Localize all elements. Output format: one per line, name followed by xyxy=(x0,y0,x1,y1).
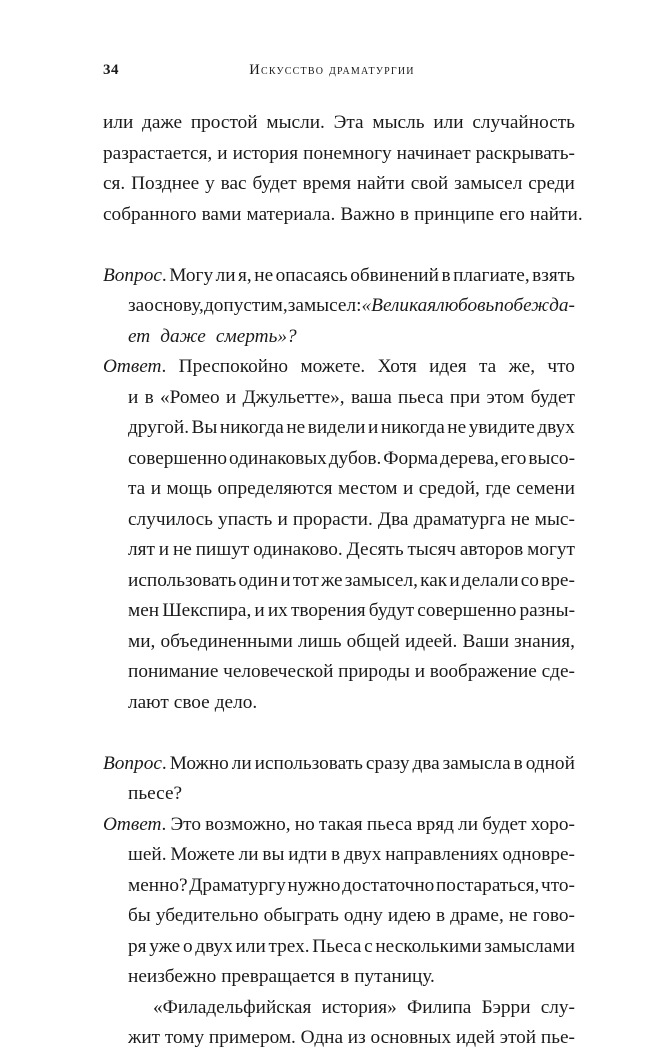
text-line xyxy=(103,505,575,536)
word: ет xyxy=(128,325,151,347)
word: убедительно xyxy=(155,905,259,926)
word: среди xyxy=(528,173,575,194)
word: Ответ. xyxy=(103,356,167,377)
word: будет xyxy=(530,386,575,408)
word: случилось xyxy=(128,508,213,530)
text-line xyxy=(103,779,575,810)
word: двух xyxy=(195,935,233,957)
word: Ваши xyxy=(462,630,510,652)
word: ли xyxy=(458,813,479,835)
word: и xyxy=(225,386,237,408)
word: упасть xyxy=(218,508,273,530)
word: Форма xyxy=(383,447,439,469)
word: в xyxy=(441,264,451,286)
text-line xyxy=(103,901,575,932)
word: «Ромео xyxy=(160,386,220,408)
word: гово- xyxy=(532,905,575,926)
word: и xyxy=(402,478,414,499)
word: история xyxy=(232,142,299,164)
word: превращается xyxy=(221,966,336,987)
word: Два xyxy=(377,508,409,530)
word: их xyxy=(267,600,288,621)
word: же, xyxy=(508,356,536,377)
text-line xyxy=(103,352,575,383)
word: основных xyxy=(370,1027,452,1048)
word: побеждa- xyxy=(494,295,575,316)
word: обыграть xyxy=(263,905,339,926)
page-number: 34 xyxy=(103,62,119,78)
word: Джульетте», xyxy=(242,386,345,408)
word: даже xyxy=(142,112,183,133)
word: пишут xyxy=(195,539,250,560)
word: этом xyxy=(486,386,525,408)
text-line xyxy=(103,200,583,231)
word: в xyxy=(436,905,446,926)
word: с xyxy=(364,935,373,957)
word: идею xyxy=(387,905,431,926)
word: и xyxy=(150,478,162,499)
word: этой xyxy=(499,1027,537,1048)
text-line xyxy=(103,596,575,627)
text-line xyxy=(103,474,575,505)
word: понемногу xyxy=(303,142,392,164)
running-head: Искусство драматургии xyxy=(249,62,415,78)
word: мысли. xyxy=(266,112,325,133)
word: делали xyxy=(461,569,519,591)
word: смерть»? xyxy=(215,325,297,347)
word: двух xyxy=(343,844,382,865)
word: творения xyxy=(290,600,366,621)
word: или xyxy=(433,112,464,133)
word: ваша xyxy=(350,386,392,408)
word: но xyxy=(294,813,315,835)
word: природы xyxy=(338,661,410,682)
word: его xyxy=(500,447,527,469)
word: Позднее xyxy=(131,173,200,194)
word: прорасти. xyxy=(292,508,373,530)
word: бы xyxy=(128,905,151,926)
word: начинает xyxy=(396,142,471,164)
word: в xyxy=(513,752,523,774)
text-line xyxy=(103,688,575,719)
text-line xyxy=(103,413,575,444)
word: о xyxy=(182,935,193,957)
word: общей xyxy=(346,630,400,652)
word: другой. xyxy=(128,417,190,438)
word: не xyxy=(510,508,530,530)
word: из xyxy=(347,1027,366,1048)
word: совершенно xyxy=(128,447,228,469)
text-line xyxy=(103,627,575,658)
word: один xyxy=(238,569,279,591)
word: время xyxy=(302,173,351,194)
word: у xyxy=(205,173,215,194)
word: Могу xyxy=(169,264,214,286)
word: в xyxy=(144,386,154,408)
word: определяются xyxy=(217,478,333,499)
word: свое xyxy=(173,691,210,713)
text-line xyxy=(103,657,575,688)
word: и xyxy=(128,386,139,408)
word: пьеса xyxy=(366,813,413,835)
word: объединенными xyxy=(160,630,293,652)
word: при xyxy=(449,386,481,408)
word: постараться, xyxy=(435,874,540,896)
word: мощь xyxy=(166,478,213,499)
word: идти xyxy=(288,844,328,865)
paragraph xyxy=(103,108,583,230)
word: мысль xyxy=(372,112,425,133)
text-line xyxy=(103,993,575,1024)
word: как xyxy=(420,569,448,591)
word: вряд xyxy=(416,813,454,835)
word: Шекспира, xyxy=(162,600,252,621)
word: тому xyxy=(164,1027,205,1048)
word: за xyxy=(128,295,145,316)
word: лят xyxy=(128,539,155,560)
word: два xyxy=(412,752,440,774)
word: никогда xyxy=(380,417,445,438)
word: лают xyxy=(128,691,169,713)
word: или xyxy=(235,935,266,957)
word: понимание xyxy=(128,661,219,682)
text-line xyxy=(103,962,575,993)
word: тот xyxy=(292,569,319,591)
word: даже xyxy=(160,325,206,347)
word: средой, xyxy=(418,478,480,499)
word: примером. xyxy=(208,1027,296,1048)
word: будет xyxy=(482,813,527,835)
word: жит xyxy=(128,1027,161,1048)
word: замысел: xyxy=(287,295,362,316)
word: Можно xyxy=(169,752,229,774)
word: будет xyxy=(252,173,297,194)
word: в xyxy=(340,966,350,987)
paragraph xyxy=(103,352,575,718)
word: «Филадельфийская xyxy=(153,996,312,1018)
word: ми, xyxy=(128,630,156,652)
word: любовь xyxy=(436,295,495,316)
word: Филипа xyxy=(406,996,472,1018)
word: что- xyxy=(541,874,575,896)
word: уже xyxy=(149,935,181,957)
word: не xyxy=(286,417,306,438)
word: история» xyxy=(321,996,397,1018)
paragraph xyxy=(103,749,575,810)
text-line xyxy=(103,749,575,780)
word: местом xyxy=(338,478,398,499)
word: или xyxy=(103,112,134,133)
word: увидите xyxy=(468,417,535,438)
word: и xyxy=(254,600,265,621)
text-line xyxy=(103,169,575,200)
word: хоро- xyxy=(530,813,575,835)
word: же xyxy=(320,569,343,591)
word: направлениях xyxy=(385,844,499,865)
word: ря xyxy=(128,935,147,957)
text-line xyxy=(103,291,575,322)
word: замысла xyxy=(442,752,511,774)
word: замысел xyxy=(454,173,523,194)
word: совершенно xyxy=(417,600,517,621)
word: ли xyxy=(215,264,236,286)
word: дело. xyxy=(214,691,258,713)
word: и xyxy=(277,508,288,530)
text-line xyxy=(103,383,575,414)
word: найти xyxy=(356,173,405,194)
word: ся. xyxy=(103,173,126,194)
word: Важно xyxy=(340,203,396,225)
word: в xyxy=(400,203,410,225)
word: высо- xyxy=(528,447,575,469)
word: идей xyxy=(455,1027,495,1048)
word: драме, xyxy=(450,905,504,926)
word: ли xyxy=(238,844,259,865)
word: не xyxy=(172,539,192,560)
word: раскрывать- xyxy=(475,142,575,164)
paragraph-gap xyxy=(103,230,575,261)
word: Драматургу xyxy=(189,874,286,896)
word: шей. xyxy=(128,844,167,865)
word: свой xyxy=(410,173,449,194)
text-line xyxy=(103,139,575,170)
word: одинаково. xyxy=(253,539,343,560)
word: вами xyxy=(201,203,242,225)
word: можете. xyxy=(300,356,366,377)
word: дерева, xyxy=(440,447,499,469)
word: простой xyxy=(190,112,258,133)
word: путаницу. xyxy=(354,966,435,987)
word: его xyxy=(499,203,525,225)
paragraph xyxy=(103,261,575,353)
word: двух xyxy=(537,417,575,438)
word: не xyxy=(447,417,467,438)
text-line xyxy=(103,261,575,292)
word: материала. xyxy=(246,203,336,225)
word: использовать xyxy=(128,569,237,591)
word: со xyxy=(520,569,539,591)
word: Десять xyxy=(346,539,404,560)
word: и xyxy=(158,539,170,560)
text-line xyxy=(103,840,575,871)
word: Вопрос. xyxy=(103,752,167,774)
word: могут xyxy=(527,539,575,560)
word: что xyxy=(547,356,575,377)
word: принципе xyxy=(414,203,495,225)
word: драматурга xyxy=(413,508,506,530)
word: и xyxy=(367,417,379,438)
word: опасаясь xyxy=(275,264,348,286)
word: одну xyxy=(343,905,383,926)
word: семени xyxy=(516,478,575,499)
text-line xyxy=(103,566,575,597)
word: слу- xyxy=(540,996,575,1018)
word: дубов. xyxy=(328,447,382,469)
word: Пьеса xyxy=(312,935,362,957)
word: разрастается, xyxy=(103,142,213,164)
word: одинаковых xyxy=(229,447,327,469)
paragraph xyxy=(103,993,575,1054)
word: одновре- xyxy=(502,844,575,865)
word: взять xyxy=(532,264,575,286)
word: где xyxy=(485,478,511,499)
word: найти. xyxy=(529,203,583,225)
word: Преспокойно xyxy=(178,356,289,377)
word: обвинений xyxy=(350,264,439,286)
word: и xyxy=(217,142,228,164)
text-line xyxy=(103,932,575,963)
word: никогда xyxy=(219,417,284,438)
word: «Великая xyxy=(361,295,437,316)
word: сде- xyxy=(541,661,575,682)
word: не xyxy=(254,264,274,286)
word: воображение xyxy=(429,661,537,682)
word: использовать xyxy=(254,752,363,774)
word: я, xyxy=(238,264,252,286)
word: собранного xyxy=(103,203,197,225)
text-line xyxy=(103,108,575,139)
word: такая xyxy=(318,813,363,835)
text-line xyxy=(103,810,575,841)
word: видели xyxy=(307,417,366,438)
word: та xyxy=(128,478,146,499)
word: замысел, xyxy=(344,569,418,591)
word: Бэрри xyxy=(481,996,531,1018)
word: неизбежно xyxy=(128,966,217,987)
word: замыслами xyxy=(484,935,575,957)
word: Эта xyxy=(333,112,364,133)
word: будут xyxy=(368,600,415,621)
word: трех. xyxy=(268,935,310,957)
word: основу, xyxy=(144,295,204,316)
word: тысяч xyxy=(407,539,457,560)
word: и xyxy=(414,661,426,682)
word: вы xyxy=(262,844,285,865)
word: одной xyxy=(525,752,575,774)
paragraph-gap xyxy=(103,718,575,749)
word: в xyxy=(330,844,341,865)
word: ли xyxy=(231,752,252,774)
word: нужно xyxy=(287,874,341,896)
word: идеей. xyxy=(404,630,458,652)
word: вас xyxy=(220,173,247,194)
word: мен xyxy=(128,600,160,621)
word: Вопрос. xyxy=(103,264,167,286)
word: Это xyxy=(170,813,201,835)
word: не xyxy=(508,905,528,926)
text-line xyxy=(103,535,575,566)
word: та xyxy=(479,356,497,377)
word: человеческой xyxy=(223,661,334,682)
word: случайность xyxy=(472,112,575,133)
word: мыс- xyxy=(534,508,575,530)
word: возможно, xyxy=(205,813,291,835)
word: и xyxy=(449,569,460,591)
text-line xyxy=(103,871,575,902)
word: пьеса xyxy=(398,386,444,408)
word: вре- xyxy=(541,569,575,591)
word: достаточно xyxy=(342,874,435,896)
word: пье- xyxy=(540,1027,575,1048)
text-line xyxy=(103,322,575,353)
word: Можете xyxy=(170,844,235,865)
word: пьесе? xyxy=(128,783,183,804)
word: менно? xyxy=(128,874,188,896)
text-line xyxy=(103,444,575,475)
word: допустим, xyxy=(203,295,288,316)
page-body-text xyxy=(103,108,583,1054)
text-line xyxy=(103,1023,575,1054)
word: несколькими xyxy=(375,935,482,957)
word: плагиате, xyxy=(453,264,530,286)
word: и xyxy=(280,569,291,591)
word: авторов xyxy=(459,539,524,560)
word: Ответ. xyxy=(103,813,167,835)
paragraph xyxy=(103,810,575,993)
word: Хотя xyxy=(377,356,417,377)
word: разны- xyxy=(519,600,575,621)
word: идея xyxy=(429,356,467,377)
word: Одна xyxy=(300,1027,344,1048)
word: Вы xyxy=(191,417,218,438)
word: лишь xyxy=(297,630,342,652)
word: знания, xyxy=(514,630,575,652)
word: сразу xyxy=(365,752,410,774)
